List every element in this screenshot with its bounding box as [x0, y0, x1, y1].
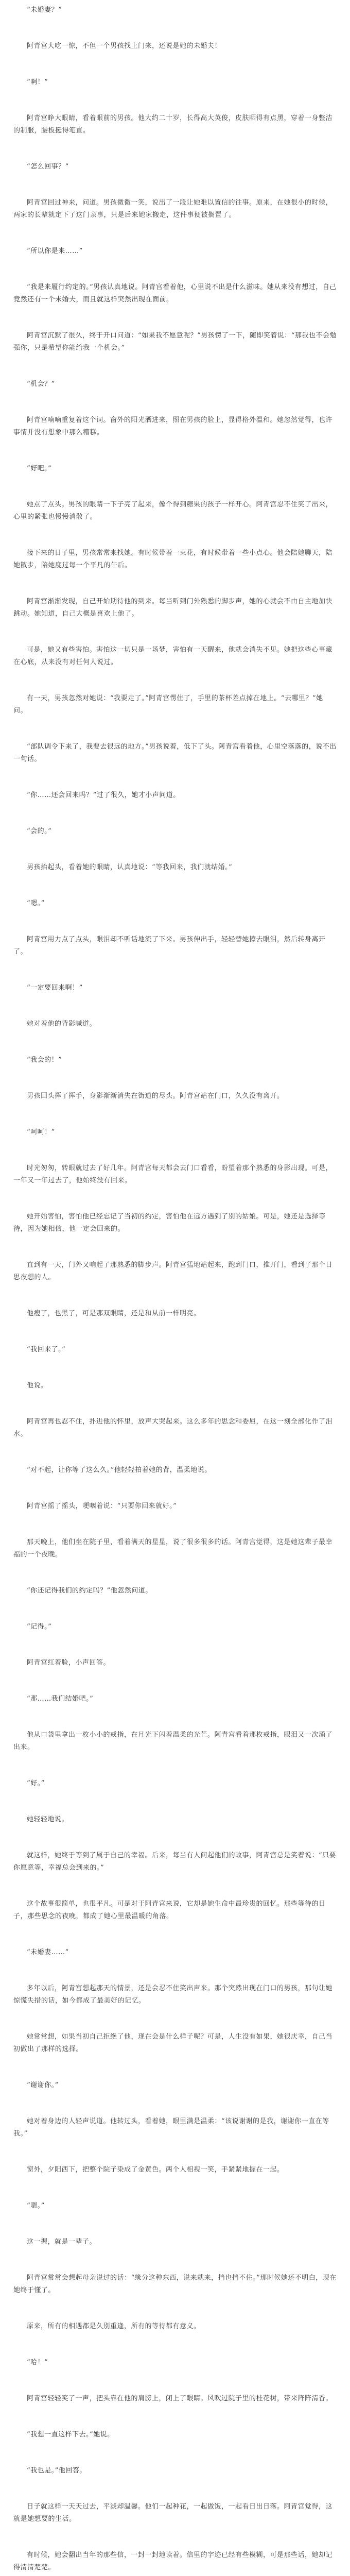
- article-paragraph: “记得。”: [27, 1623, 52, 1631]
- article-paragraph: “你还记得我们的约定吗？”他忽然问道。: [27, 1587, 152, 1595]
- article-paragraph: 她开始害怕，害怕他已经忘记了当初的约定，害怕他在远方遇到了别的姑娘。可是，她还是选择等待，因为她相信，他一定会回来的。: [13, 1213, 326, 1233]
- article-paragraph: 他说。: [27, 1382, 48, 1389]
- article-paragraph: “我会的！”: [27, 1056, 62, 1064]
- article-body: [13, 4, 337, 2576]
- article-paragraph: “好吧。”: [27, 465, 52, 472]
- article-paragraph: 阿青宫大吃一惊，不但一个男孩找上门来，还说是她的未婚夫！: [27, 42, 222, 50]
- article-paragraph: 她轻轻地说。: [27, 1816, 69, 1823]
- article-paragraph: “谢谢你。”: [27, 2081, 59, 2089]
- article-paragraph: “你……还会回来吗？”过了很久，她才小声问道。: [27, 791, 180, 799]
- article-paragraph: 阿青宫沉默了很久，终于开口问道：“如果我不愿意呢？”男孩愣了一下，随即笑着说：“那我也不会勉强你，只是希望你能给我一个机会。”: [13, 332, 337, 352]
- article-paragraph: 阿青宫红着脸，小声回答。: [27, 1659, 111, 1667]
- article-paragraph: “啊！”: [27, 78, 48, 86]
- article-paragraph: 原来，所有的相遇都是久别重逢，所有的等待都有意义。: [27, 2323, 201, 2330]
- article-paragraph: 男孩抬起头，看着她的眼睛，认真地说：“等我回来，我们就结婚。”: [27, 863, 233, 871]
- article-paragraph: “那……我们结婚吧。”: [27, 1695, 94, 1703]
- article-paragraph: “所以你是来……”: [27, 247, 83, 255]
- article-paragraph: 阿青宫摇了摇头，哽咽着说：“只要你回来就好。”: [27, 1502, 177, 1510]
- article-paragraph: 那天晚上，他们坐在院子里，看着满天的星星，说了很多很多的话。阿青宫觉得，这是她这辈子最幸福的一个夜晚。: [13, 1538, 333, 1558]
- article-paragraph: 有一天，男孩忽然对她说：“我要走了。”阿青宫愣住了，手里的茶杯差点掉在地上。“去哪里？”她问。: [13, 694, 323, 715]
- article-paragraph: 她常常想，如果当初自己拒绝了他，现在会是什么样子呢？可是，人生没有如果，她很庆幸，自己当初做出了那样的选择。: [13, 2033, 333, 2053]
- article-paragraph: “会的。”: [27, 827, 52, 835]
- article-paragraph: “哈！”: [27, 2359, 48, 2366]
- article-paragraph: 她对着身边的人轻声说道。他转过头，看着她，眼里满是温柔：“该说谢谢的是我，谢谢你一直在等我。”: [13, 2117, 329, 2138]
- article-paragraph: 有时候，她会翻出当年的那些信，一封一封地读着。信里的字迹已经有些模糊，可是那些话，她却记得清清楚楚。: [13, 2551, 333, 2571]
- article-paragraph: 直到有一天，门外又响起了那熟悉的脚步声。阿青宫猛地站起来，跑到门口，推开门，看到了那个日思夜想的人。: [13, 1261, 333, 1281]
- article-paragraph: 他瘦了，也黑了，可是那双眼睛，还是和从前一样明亮。: [27, 1310, 201, 1317]
- article-paragraph: “我也是。”他回答。: [27, 2467, 86, 2475]
- article-paragraph: 接下来的日子里，男孩常常来找她。有时候带着一束花，有时候带着一些小点心。他会陪她聊天，陪她散步，陪她度过每一个平凡的午后。: [13, 549, 333, 569]
- article-paragraph: 这个故事很简单，也很平凡。可是对于阿青宫来说，它却是她生命中最珍贵的回忆。那些等待的日子，那些思念的夜晚，都成了她心里最温暖的角落。: [13, 1900, 326, 1920]
- article-paragraph: “好。”: [27, 1780, 45, 1787]
- article-paragraph: 日子就这样一天天过去，平淡却温馨。他们一起种花，一起做饭，一起看日出日落。阿青宫觉得，这就是她想要的生活。: [13, 2503, 333, 2523]
- article-paragraph: 窗外，夕阳西下，把整个院子染成了金黄色。两个人相视一笑，手紧紧地握在一起。: [27, 2166, 284, 2174]
- article-paragraph: 就这样，她终于等到了属于自己的幸福。后来，每当有人问起他们的故事，阿青宫总是笑着说：“只要你愿意等，幸福总会到来的。”: [13, 1852, 337, 1872]
- article-paragraph: “未婚妻？”: [27, 6, 62, 14]
- article-paragraph: 阿青宫渐渐发现，自己开始期待他的到来。每当听到门外熟悉的脚步声，她的心就会不由自主地加快跳动。她知道，自己大概是喜欢上他了。: [13, 598, 333, 618]
- article-paragraph: “未婚妻……”: [27, 1948, 69, 1956]
- article-paragraph: 阿青宫用力点了点头，眼泪却不听话地流了下来。男孩伸出手，轻轻替她擦去眼泪，然后转身离开了。: [13, 936, 326, 956]
- article-paragraph: “机会？”: [27, 380, 55, 388]
- article-paragraph: 他从口袋里拿出一枚小小的戒指，在月光下闪着温柔的光芒。阿青宫看着那枚戒指，眼泪又一次涌了出来。: [13, 1731, 333, 1751]
- article-paragraph: “呵呵！”: [27, 1128, 55, 1136]
- article-paragraph: “嗯。”: [27, 2202, 45, 2210]
- article-paragraph: “我是来履行约定的。”男孩认真地说。阿青宫看着他，心里说不出是什么滋味。她从来没有想过，自己竟然还有一个未婚夫，而且就这样突然出现在面前。: [13, 283, 337, 303]
- article-paragraph: “我回来了。”: [27, 1346, 66, 1353]
- article-paragraph: 阿青宫再也忍不住，扑进他的怀里，放声大哭起来。这么多年的思念和委屈，在这一刻全部化作了泪水。: [13, 1418, 333, 1438]
- article-paragraph: 多年以后，阿青宫想起那天的情景，还是会忍不住笑出声来。那个突然出现在门口的男孩，那句让她惊慌失措的话，如今都成了最美好的记忆。: [13, 1985, 333, 2005]
- article-paragraph: 她点了点头。男孩的眼睛一下子亮了起来，像个得到糖果的孩子一样开心。阿青宫忍不住笑了出来，心里的紧张也慢慢消散了。: [13, 501, 333, 521]
- article-paragraph: 男孩回头挥了挥手，身影渐渐消失在街道的尽头。阿青宫站在门口，久久没有离开。: [27, 1092, 284, 1100]
- article-paragraph: 阿青宫睁大眼睛，看着眼前的男孩。他大约二十岁，长得高大英俊，皮肤晒得有点黑，穿着一身整洁的制服，腰板挺得笔直。: [13, 114, 333, 134]
- article-paragraph: “对不起，让你等了这么久。”他轻轻拍着她的背，温柔地说。: [27, 1466, 212, 1474]
- article-paragraph: “嗯。”: [27, 900, 45, 907]
- article-paragraph: 阿青宫回过神来，问道。男孩微微一笑，说出了一段让她难以置信的往事。原来，在她很小的时候，两家的长辈就定下了这门亲事，只是后来她家搬走，这件事便被搁置了。: [13, 199, 333, 219]
- article-paragraph: “部队调令下来了，我要去很远的地方。”男孩说着，低下了头。阿青宫看着他，心里空落落的，说不出一句话。: [13, 743, 337, 763]
- article-paragraph: 阿青宫喃喃重复着这个词。窗外的阳光洒进来，照在男孩的脸上，显得格外温和。她忽然觉得，也许事情并没有想象中那么糟糕。: [13, 416, 333, 436]
- article-paragraph: “我想一直这样下去。”她说。: [27, 2431, 114, 2438]
- article-paragraph: 可是，她又有些害怕。害怕这一切只是一场梦，害怕有一天醒来，他就会消失不见。她把这些心事藏在心底，从来没有对任何人说过。: [13, 646, 333, 666]
- article-paragraph: 阿青宫常常会想起母亲说过的话：“缘分这种东西，说来就来，挡也挡不住。”那时候她还不明白，现在她终于懂了。: [13, 2274, 337, 2294]
- article-paragraph: 这一握，就是一辈子。: [27, 2238, 97, 2246]
- article-paragraph: “怎么回事？”: [27, 163, 69, 171]
- article-paragraph: 时光匆匆，转眼就过去了好几年。阿青宫每天都会去门口看看，盼望着那个熟悉的身影出现。可是，一年又一年过去了，他始终没有回来。: [13, 1164, 333, 1184]
- article-paragraph: 阿青宫轻轻笑了一声，把头靠在他的肩膀上，闭上了眼睛。风吹过院子里的桂花树，带来阵阵清香。: [27, 2395, 333, 2402]
- article-paragraph: 她对着他的背影喊道。: [27, 1020, 97, 1028]
- article-paragraph: “一定要回来啊！”: [27, 984, 83, 992]
